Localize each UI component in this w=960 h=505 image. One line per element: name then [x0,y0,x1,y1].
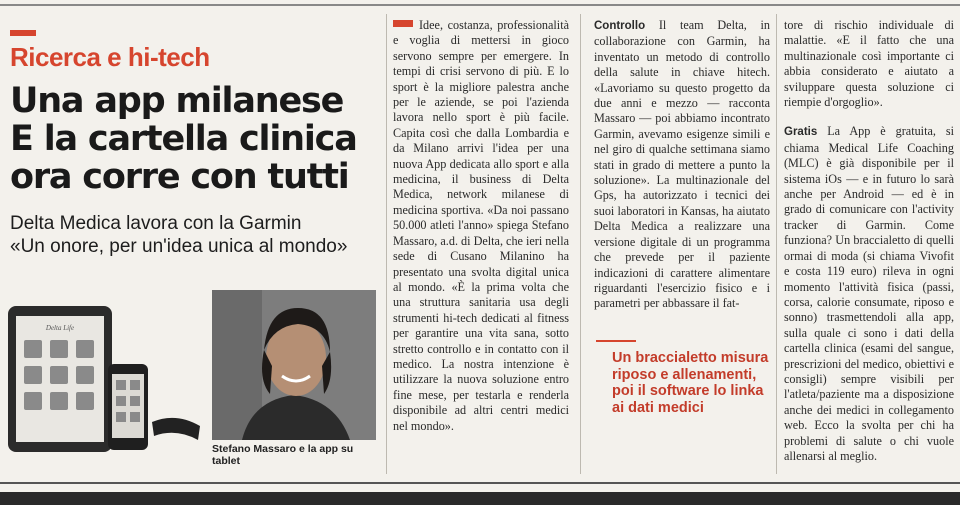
subhead-line-1: Delta Medica lavora con la Garmin [10,213,302,234]
bottom-rule [0,482,960,484]
section-marker [10,30,36,36]
wristband-icon [152,418,200,440]
bottom-bar [0,492,960,505]
column-1-text: Idee, costanza, professionalità e voglia di mettersi in gioco servono sempre per emergere. In tempi di crisi servono di più. E lo sport è la migliore palestra anche per le aziende, se poi l'azienda lavora nello sport è più facile. Capita così che dalla Lombardia e da Milano arrivi l'idea per una nuova App dedicata allo sport e alla medicina, il business di Delta Medica, network milanese di medicina sportiva. «Da noi passano 50.000 atleti l'anno» spiega Stefano Massaro, a.d. di Delta, che ieri nella sede di Cusano Milanino ha presentato una svolta digital unica al mondo. «È la prima volta che una struttura sanitaria usa degli strumenti hi-tech dedicati al fitness per garantire una vita sana, sotto stretto controllo e in contatto con il medico. La nostra intenzione è utilizzare la nuova soluzione entro fine mese, per testarla e renderla disponibile ad altri centri medici nel mondo». [393,18,569,433]
headline-line-2: E la cartella clinica [10,119,357,159]
paragraph-marker [393,20,413,27]
pullquote: Un braccialetto misura riposo e allenamenti, poi il software lo linka ai dati medici [612,350,769,416]
pullquote-rule [596,340,636,342]
column-3-lead: Gratis [784,126,818,139]
person-icon [212,290,376,440]
top-rule [0,4,960,6]
column-2-text: Il team Delta, in collaborazione con Garmin, ha inventato un metodo di controllo della salute in chiave hitech. «Lavoriamo su questo progetto da due anni e mezzo — racconta Massaro — poi abbiamo incontrato Garmin, avevamo esigenze simili e nel giro di qualche settimana siamo stati in grado di mettere a punto la soluzione». La multinazionale del Gps, ha autorizzato i tecnici dei suoi laboratori in Kansas, ha aiutato Delta Medica a realizzare una versione digitale di un programma che prevede per il paziente indicazioni di carattere alimentare riguardanti l'esercizio fisico e i parametri per abbassare il fat- [594,18,770,311]
tablet-phone-image [6,300,206,455]
headline [10,82,380,196]
portrait-photo [212,290,376,440]
article-column-2 [594,18,770,312]
column-3-text-a: tore di rischio individuale di malattie. «E il fatto che una multinazionale così importante ci abbia considerato e aiutato a sviluppare questa soluzione ci riempie d'orgoglio». [784,18,954,110]
subheadline [10,212,382,258]
headline-line-3: ora corre con tutti [10,157,349,197]
headline-line-1: Una app milanese [10,81,344,121]
article-column-3 [784,18,954,464]
article-column-1 [393,18,569,434]
column-3-paragraph [784,124,954,464]
section-kicker: Ricerca e hi-tech [10,42,210,72]
tablet-logo: Delta Life [45,324,75,332]
column-3-text-b: La App è gratuita, si chiama Medical Life Coaching (MLC) è già disponibile per il sistema iOs — e in futuro lo sarà anche per Android — ed è in grado di comunicare con l'activity tracker di Garmin. Come funziona? Un braccialetto di quelli ormai di moda (si chiama Vivofit e costa 119 euro) rileva in ogni momento l'attività fisica (passi, corsa, calorie consumate, riposo e sonno) trasmettendoli alla app, sulla quale ci sono i dati della cartella clinica (esami del sangue, prescrizioni del medico, obiettivi e consigli) sempre visibili per l'atleta/paziente ma a disposizione anche dei medici in collegamento web. Ecco la svolta per chi ha problemi di salute o chi vuole allenarsi al meglio. [784,124,954,463]
column-2-lead: Controllo [594,20,646,32]
column-divider [386,14,387,474]
photo-caption: Stefano Massaro e la app su tablet [212,443,354,467]
column-divider [580,14,581,474]
column-divider [776,14,777,474]
subhead-line-2: «Un onore, per un'idea unica al mondo» [10,236,348,257]
